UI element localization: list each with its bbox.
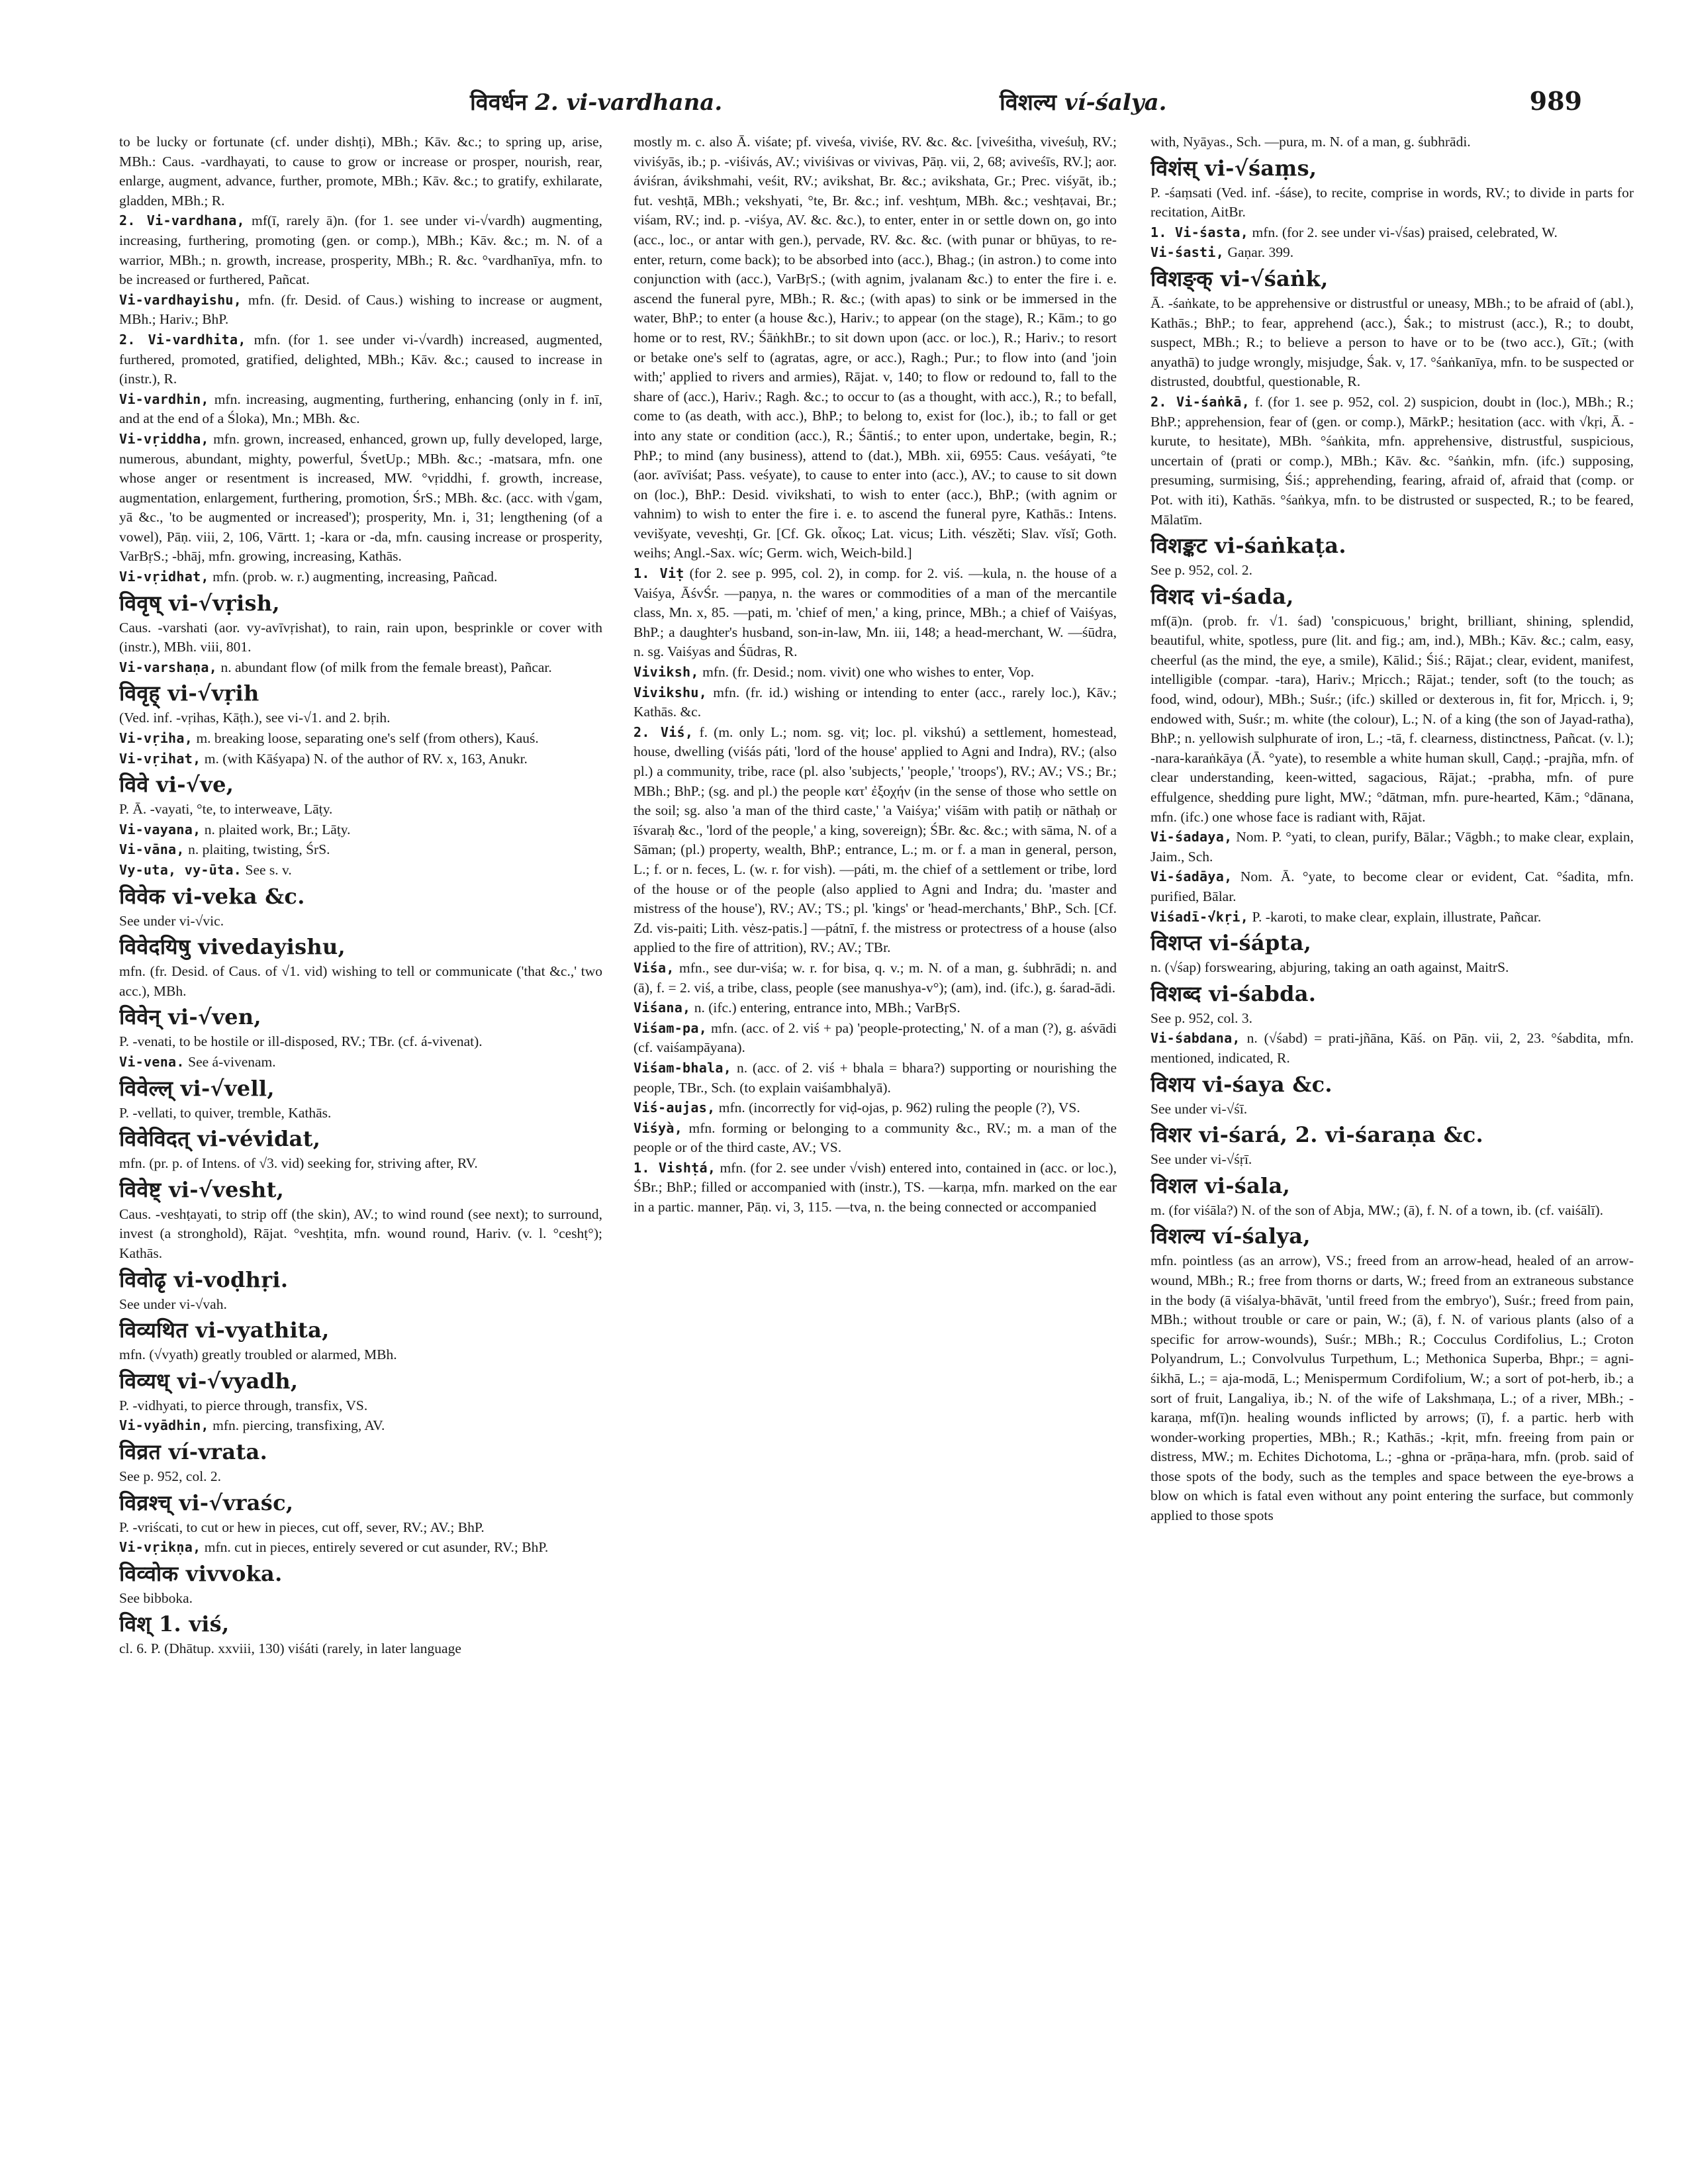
dictionary-entry bbox=[119, 430, 602, 567]
entry-definition: f. (for 1. see p. 952, col. 2) suspicion, doubt in (loc.), MBh.; R.; BhP.; apprehension, fear of (gen. or comp.), MārkP.; hesitation (acc. with √kṛi, Ā. -kurute, to hesitate), MBh. °śaṅkita, mfn. apprehensive, distrustful, suspicious, uncertain of (prati or comp.), MBh.; Kāv. &c. °śaṅkin, mfn. (ifc.) supposing, presuming, surmising, Śiś.; apprehending, fearing, afraid of, afraid that (comp. or Pot. with iti), Kathās. °śaṅkya, mfn. to be distrusted or suspected, R.; to be feared, Mālatīm. bbox=[1150, 393, 1634, 528]
entry-definition: mostly m. c. also Ā. viśate; pf. viveśa, viviśe, RV. &c. &c. [viveśitha, viveśuḥ, RV.; viviśyās, ib.; p. -viśivás, AV.; viviśivas or vivivas, Pāṇ. vii, 2, 68; aviveśīs, RV.]; aor. áviśran, ávikshmahi, veśit, RV.; avikshat, Br. &c.; avikshata, Gr.; Prec. viśyāt, ib.; fut. veshṭā, MBh.; vekshyati, °te, Br. &c.; inf. veshṭum, MBh. &c.; veshṭavai, Br.; viśam, RV.; ind. p. -viśya, AV. &c. &c.), to enter, enter in or settle down on, go into (acc., loc., or antar with gen.), pervade, RV. &c. &c. (with punar or bhūyas, to re-enter, return, come back); to be absorbed into (acc.), Bhag.; (in astron.) to come into conjunction with (acc.), VarBṛS.; (with agnim, jvalanam &c.) to enter the fire i. e. ascend the funeral pyre, MBh.; R. &c.; (with apas) to sink or be immersed in the water, BhP.; to enter (a house &c.), Hariv.; to appear (on the stage), R.; Kām.; to go home or to rest, RV.; ŚāṅkhBr.; to sit down upon (acc. or loc.), R.; Hariv.; to resort or betake one's self to (agratas, agre, or acc.), Ragh.; Pur.; to flow into (and 'join with;' applied to rivers and armies), Rājat. v, 140; to flow or redound to, fall to the share of (acc.), Hariv.; Ragh. &c.; to occur to (as a thought, with acc.), R.; to befall, come to (as death, with acc.), BhP.; to belong to, exist for (loc.), ib.; to fall or get into any state or condition (acc.), R.; Śāntiś.; to enter upon, undertake, begin, R.; PhP.; to mind (any business), attend to (dat.), MBh. xii, 6955: Caus. veśáyati, °te (aor. avīviśat; Pass. veśyate), to cause to enter into (acc.), AV.; to cause to sit down on (loc.), BhP.: Desid. vivikshati, to wish to enter (acc.), BhP.; (with agnim or vahnim) to wish to enter the fire i. e. to ascend the funeral pyre, Kathās.: Intens. vevišyate, veveshṭi, Gr. [Cf. Gk. οἶκος; Lat. vicus; Lith. vészěti; Slav. vĭsĭ; Goth. weihs; Angl.-Sax. wíc; Germ. wich, Weich-bild.] bbox=[633, 134, 1117, 561]
dictionary-entry bbox=[119, 840, 602, 860]
headword: Vi-śadaya, bbox=[1150, 829, 1233, 845]
dictionary-entry bbox=[633, 663, 1117, 683]
root-headword: विवेष्ट् vi-√vesht, bbox=[119, 1176, 285, 1202]
root-headword: विवेविदत् vi-vévidat, bbox=[119, 1126, 321, 1152]
headword: Vi-vardhin, bbox=[119, 391, 209, 407]
headword: Vi-śasti, bbox=[1150, 244, 1225, 261]
dictionary-entry bbox=[633, 683, 1117, 722]
headword: 1. Vi-śasta, bbox=[1150, 224, 1249, 240]
entry-definition: n. (acc. of 2. viś + bhala = bhara?) supporting or nourishing the people, TBr., Sch. (to explain vaiśambhalyā). bbox=[633, 1059, 1117, 1096]
entry-definition: See p. 952, col. 3. bbox=[1150, 1010, 1253, 1026]
entry-definition: mfn. (for 1. see under vi-√vardh) increased, augmented, furthered, promoted, gratified, delighted, MBh.; Kāv. &c.; caused to increase in (instr.), R. bbox=[119, 331, 602, 387]
dictionary-entry bbox=[119, 749, 602, 769]
root-headword: विशब्द vi-śabda. bbox=[1150, 980, 1317, 1006]
dictionary-entry bbox=[119, 330, 602, 389]
dictionary-entry bbox=[633, 1059, 1117, 1098]
left-running-head bbox=[470, 86, 722, 117]
headword: 1. Vishṭá, bbox=[633, 1159, 716, 1176]
entry-definition: mfn. (for 2. see under vi-√śas) praised, celebrated, W. bbox=[1252, 224, 1558, 240]
entry-definition: See s. v. bbox=[245, 862, 292, 878]
entry-definition: cl. 6. P. (Dhātup. xxviii, 130) viśáti (rarely, in later language bbox=[119, 1640, 461, 1657]
root-headword: विव्रत ví-vrata. bbox=[119, 1439, 268, 1464]
dictionary-entry bbox=[119, 1437, 602, 1487]
headword: 1. Viṭ bbox=[633, 565, 684, 582]
headword: 2. Viś, bbox=[633, 724, 694, 740]
dictionary-entry bbox=[119, 1264, 602, 1315]
right-running-head-devanagari: विशल्य bbox=[1000, 89, 1057, 116]
root-headword: विव्यथित vi-vyathita, bbox=[119, 1317, 330, 1343]
headword: Vi-vardhayishu, bbox=[119, 291, 242, 308]
dictionary-entry bbox=[119, 1315, 602, 1365]
entry-definition: mfn. (√vyath) greatly troubled or alarmed, MBh. bbox=[119, 1347, 397, 1363]
root-headword: विवेल्ल् vi-√vell, bbox=[119, 1075, 275, 1101]
dictionary-entry bbox=[633, 1019, 1117, 1058]
dictionary-entry bbox=[1150, 828, 1634, 867]
entry-definition: Nom. P. °yati, to clean, purify, Bālar.; Vāgbh.; to make clear, explain, Jaim., Sch. bbox=[1150, 829, 1634, 865]
headword: Viśana, bbox=[633, 1000, 691, 1016]
headword: Vi-vṛikṇa, bbox=[119, 1539, 201, 1556]
dictionary-entry bbox=[119, 1123, 602, 1174]
headword: Vi-vṛiha, bbox=[119, 730, 193, 747]
dictionary-entry bbox=[1150, 1029, 1634, 1068]
headword: Vi-vāna, bbox=[119, 841, 185, 858]
dictionary-entry bbox=[119, 1538, 602, 1558]
dictionary-entry bbox=[119, 1609, 602, 1659]
entry-definition: See bibboka. bbox=[119, 1590, 193, 1606]
headword: Vivikshu, bbox=[633, 684, 708, 700]
entry-definition: (Ved. inf. -vṛihas, Kāṭh.), see vi-√1. and 2. bṛih. bbox=[119, 710, 391, 726]
dictionary-entry bbox=[119, 678, 602, 728]
root-headword: विश् 1. viś, bbox=[119, 1611, 230, 1637]
dictionary-entry bbox=[1150, 1069, 1634, 1119]
entry-definition: mfn. (fr. Desid.; nom. vivit) one who wishes to enter, Vop. bbox=[702, 664, 1035, 681]
entry-definition: See p. 952, col. 2. bbox=[1150, 562, 1253, 579]
dictionary-entry bbox=[633, 1159, 1117, 1217]
dictionary-entry bbox=[119, 881, 602, 931]
dictionary-entry bbox=[1150, 223, 1634, 243]
headword: 2. Vi-vardhana, bbox=[119, 213, 245, 229]
entry-definition: P. -vidhyati, to pierce through, transfix, VS. bbox=[119, 1397, 368, 1413]
entry-definition: See under vi-√vah. bbox=[119, 1296, 227, 1312]
entry-definition: Nom. Ā. °yate, to become clear or evident, Cat. °śadita, mfn. purified, Bālar. bbox=[1150, 869, 1634, 904]
headword: Viśa, bbox=[633, 959, 675, 976]
column-3 bbox=[1150, 132, 1634, 2145]
headword: Vi-vena. bbox=[119, 1053, 185, 1070]
root-headword: विशर vi-śará, 2. vi-śaraṇa &c. bbox=[1150, 1122, 1484, 1148]
dictionary-entry bbox=[1150, 1119, 1634, 1170]
dictionary-entry bbox=[633, 959, 1117, 998]
dictionary-entry bbox=[1150, 243, 1634, 263]
dictionary-entry bbox=[119, 567, 602, 587]
entry-definition: m. breaking loose, separating one's self (from others), Kauś. bbox=[196, 730, 539, 747]
dictionary-entry bbox=[119, 1053, 602, 1072]
column-2 bbox=[633, 132, 1117, 2145]
dictionary-entry bbox=[119, 1366, 602, 1416]
entry-definition: with, Nyāyas., Sch. —pura, m. N. of a man, g. śubhrādi. bbox=[1150, 134, 1471, 150]
dictionary-entry bbox=[119, 132, 602, 211]
root-headword: विव्वोक vivvoka. bbox=[119, 1560, 283, 1586]
dictionary-entry bbox=[633, 564, 1117, 662]
dictionary-entry bbox=[1150, 867, 1634, 906]
dictionary-entry bbox=[633, 1119, 1117, 1158]
dictionary-entry bbox=[119, 769, 602, 820]
headword: Viś-aujas, bbox=[633, 1100, 716, 1116]
dictionary-entry bbox=[633, 1098, 1117, 1118]
dictionary-entry bbox=[633, 998, 1117, 1018]
dictionary-entry bbox=[119, 1558, 602, 1609]
root-headword: विशङ्क् vi-√śaṅk, bbox=[1150, 265, 1329, 291]
headword: 2. Vi-vardhita, bbox=[119, 331, 246, 348]
headword: Vi-vyādhin, bbox=[119, 1417, 209, 1434]
entry-definition: P. Ā. -vayati, °te, to interweave, Lāṭy. bbox=[119, 801, 333, 818]
entry-definition: mfn. piercing, transfixing, AV. bbox=[212, 1417, 385, 1434]
entry-definition: See under vi-√vic. bbox=[119, 912, 224, 929]
root-headword: विव्यध् vi-√vyadh, bbox=[119, 1368, 299, 1394]
headword: Vi-varshaṇa, bbox=[119, 659, 218, 675]
dictionary-entry bbox=[1150, 393, 1634, 530]
headword: Viviksh, bbox=[633, 664, 699, 681]
entry-definition: mfn. (fr. Desid. of Caus. of √1. vid) wishing to tell or communicate ('that &c.,' two acc.), MBh. bbox=[119, 963, 602, 999]
entry-definition: m. (with Kāśyapa) N. of the author of RV. x, 163, Anukr. bbox=[204, 750, 528, 767]
entry-definition: Ā. -śaṅkate, to be apprehensive or distrustful or uneasy, MBh.; to be afraid of (abl.), Kathās.; BhP.; to fear, apprehend (acc.), Śak.; to mistrust (acc.), R.; to doubt, suspect, MBh.; R.; to believe a person to have or to be (two acc.), Gīt.; (with anyathā) to judge wrongly, misjudge, Śak. v, 17. °śaṅkanīya, mfn. to be suspected or distrusted, doubtful, questionable, R. bbox=[1150, 295, 1634, 390]
entry-definition: mfn. grown, increased, enhanced, grown up, fully developed, large, numerous, abundant, mighty, powerful, ŚvetUp.; MBh. &c.; -matsara, mfn. one whose anger or resentment is increased, MW. °vṛiddhi, f. growth, increase, augmentation, enlargement, furthering, promotion, ŚrS.; MBh. &c. (acc. with √gam, yā &c., 'to be augmented or increased'); prosperity, Mn. i, 31; lengthening (of a vowel), Pāṇ. viii, 2, 106, Vārtt. 1; -kara or -da, mfn. causing increase or prosperity, VarBṛS.; -bhāj, mfn. growing, increasing, Kathās. bbox=[119, 430, 602, 565]
entry-definition: mfn. (incorrectly for viḍ-ojas, p. 962) ruling the people (?), VS. bbox=[718, 1100, 1080, 1116]
entry-definition: P. -karoti, to make clear, explain, illustrate, Pañcar. bbox=[1252, 908, 1542, 925]
page-header bbox=[99, 86, 1582, 139]
entry-definition: Caus. -varshati (aor. vy-avīvṛishat), to rain, rain upon, besprinkle or cover with (instr.), MBh. viii, 801. bbox=[119, 619, 602, 655]
root-headword: विवेक vi-veka &c. bbox=[119, 883, 305, 909]
entry-definition: mfn. forming or belonging to a community &c., RV.; m. a man of the people or of the third caste, AV.; VS. bbox=[633, 1119, 1117, 1156]
dictionary-entry bbox=[119, 658, 602, 678]
entry-definition: n. (√śap) forswearing, abjuring, taking an oath against, MaitrS. bbox=[1150, 959, 1509, 976]
entry-definition: mf(ī, rarely ā)n. (for 1. see under vi-√vardh) augmenting, increasing, furthering, promoting (gen. or comp.), MBh.; Kāv. &c.; m. N. of a warrior, MBh.; n. growth, increase, prosperity, MBh.; R. &c. °vardhanīya, mfn. to be increased or furthered, Pañcat. bbox=[119, 213, 602, 288]
headword: Vi-vṛihat, bbox=[119, 750, 201, 767]
dictionary-entry bbox=[1150, 927, 1634, 978]
entry-definition: n. (√śabd) = prati-jñāna, Kāś. on Pāṇ. vii, 2, 23. °śabdita, mfn. mentioned, indicated, R. bbox=[1150, 1030, 1634, 1066]
dictionary-entry bbox=[119, 1488, 602, 1538]
column-1 bbox=[119, 132, 602, 2145]
entry-definition: f. (m. only L.; nom. sg. viṭ; loc. pl. vikshú) a settlement, homestead, house, dwelling (viśás páti, 'lord of the house' applied to Agni and Indra), RV.; (also pl.) a community, tribe, race (pl. also 'subjects,' 'people,' 'troops'), RV.; AV.; VS.; Br.; MBh.; BhP.; (sg. and pl.) the people κατ' ἐξοχήν (in the sense of those who settle on the soil; sg. also 'a man of the third caste,' 'a Vaiśya;' viśām with patiḥ or nāthaḥ or īśvaraḥ &c., 'lord of the people,' a king, sovereign); ŚBr. &c. &c.; with sāma, N. of a Sāman; (pl.) property, wealth, BhP.; entrance, L.; m. or f. a man in general, person, L.; f. or n. feces, L. (w. r. for vish). —páti, m. the chief of a settlement or tribe, lord of the house or of the people (also applied to Agni and Indra; du. 'master and mistress of the house'), RV.; AV.; TS.; pl. 'kings' or 'head-merchants,' BhP., Sch. [Cf. Zd. vis-paiti; Lith. vėsz-patis.] —pátnī, f. the mistress or protectress of a house (also applied to the fire of attrition), RV.; AV.; TBr. bbox=[633, 724, 1117, 956]
entry-definition: mfn. (for 2. see under √vish) entered into, contained in (acc. or loc.), ŚBr.; BhP.; filled or accompanied with (instr.), TS. —karṇa, mfn. marked on the ear in a partic. manner, Pāṇ. vi, 3, 115. —tva, n. the being connected or accompanied bbox=[633, 1159, 1117, 1215]
dictionary-entry bbox=[633, 132, 1117, 563]
entry-definition: n. plaited work, Br.; Lāṭy. bbox=[204, 821, 351, 837]
dictionary-entry bbox=[1150, 978, 1634, 1029]
dictionary-entry bbox=[119, 390, 602, 429]
root-headword: विवेन् vi-√ven, bbox=[119, 1004, 261, 1030]
dictionary-entry bbox=[1150, 581, 1634, 828]
entry-definition: P. -venati, to be hostile or ill-disposed, RV.; TBr. (cf. á-vivenat). bbox=[119, 1033, 483, 1050]
dictionary-entry bbox=[119, 1073, 602, 1123]
entry-definition: mfn. cut in pieces, entirely severed or cut asunder, RV.; BhP. bbox=[204, 1539, 549, 1556]
dictionary-entry bbox=[1150, 1170, 1634, 1221]
entry-definition: Caus. -veshṭayati, to strip off (the skin), AV.; to wind round (see next); to surround, invest (a stronghold), Rājat. °veshṭita, mfn. wound round, Hariv. (v. l. °ceshṭ°); Kathās. bbox=[119, 1206, 602, 1261]
dictionary-entry bbox=[1150, 263, 1634, 392]
headword: Vi-vṛidhat, bbox=[119, 569, 209, 585]
dictionary-entry bbox=[1150, 908, 1634, 927]
dictionary-entry bbox=[119, 1174, 602, 1264]
root-headword: विशप्त vi-śápta, bbox=[1150, 930, 1312, 956]
entry-definition: P. -vellati, to quiver, tremble, Kathās. bbox=[119, 1104, 332, 1121]
left-running-head-devanagari: विवर्धन bbox=[470, 89, 528, 116]
entry-definition: n. plaiting, twisting, ŚrS. bbox=[188, 841, 330, 858]
entry-definition: to be lucky or fortunate (cf. under dishṭi), MBh.; Kāv. &c.; to spring up, arise, MBh.: Caus. -vardhayati, to cause to grow or increase or prosper, nourish, rear, enlarge, augment, advance, further, promote, MBh.; Kāv. &c.; to gratify, exhilarate, gladden, MBh.; R. bbox=[119, 134, 602, 209]
dictionary-entry bbox=[119, 820, 602, 840]
headword: Vi-vṛiddha, bbox=[119, 430, 209, 447]
headword: Vi-śabdana, bbox=[1150, 1030, 1241, 1047]
dictionary-entry bbox=[119, 1002, 602, 1052]
entry-definition: mfn. (fr. Desid. of Caus.) wishing to increase or augment, MBh.; Hariv.; BhP. bbox=[119, 291, 602, 328]
dictionary-entry bbox=[1150, 153, 1634, 222]
root-headword: विवृह् vi-√vṛih bbox=[119, 681, 259, 706]
entry-definition: P. -śaṃsati (Ved. inf. -śáse), to recite, comprise in words, RV.; to divide in parts for recitation, AitBr. bbox=[1150, 184, 1634, 220]
entry-definition: mfn. (pr. p. of Intens. of √3. vid) seeking for, striving after, RV. bbox=[119, 1155, 478, 1172]
headword: Vi-vayana, bbox=[119, 821, 201, 837]
dictionary-entry bbox=[119, 729, 602, 749]
entry-definition: mfn. pointless (as an arrow), VS.; freed from an arrow-head, healed of an arrow-wound, MBh.; R.; free from thorns or darts, W.; freed from an extraneous substance in the body (ā viśalya-bhāvāt, 'until freed from the embryo'), Suśr.; freed from pain, MBh.; without trouble or care or pain, W.; (ā), f. N. of various plants (also of a specific for arrow-wounds), Suśr.; MBh.; R.; Cocculus Cordifolius, L.; Croton Polyandrum, L.; Convolvulus Turpethum, L.; Methonica Superba, Bhpr.; = agni-śikhā, L.; = aja-modā, L.; Menispermum Cordifolium, W.; a sort of pot-herb, ib.; a sort of fruit, Langaliya, ib.; N. of the wife of Lakshmaṇa, L.; of a river, MBh.; -karaṇa, mf(ī)n. healing wounds inflicted by arrows; (ī), f. a partic. herb with wonder-working properties, MBh.; R.; Kathās.; -kṛit, mfn. freeing from pain or distress, MW.; m. Echites Dichotoma, L.; -ghna or -prāṇa-hara, mfn. (prob. said of those spots of the body, such as the temples and space between the eye-brows a blow on which is fatal even without any point entering the surface, but commonly applied to those spots bbox=[1150, 1253, 1634, 1524]
headword: Vi-śadāya, bbox=[1150, 869, 1233, 885]
dictionary-entry bbox=[119, 588, 602, 657]
root-headword: विवे vi-√ve, bbox=[119, 772, 234, 798]
right-running-head-transliteration: ví-śalya. bbox=[1064, 89, 1167, 116]
entry-definition: See p. 952, col. 2. bbox=[119, 1468, 222, 1484]
entry-definition: mfn. (acc. of 2. viś + pa) 'people-protecting,' N. of a man (?), g. aśvādi (cf. vaiśampāyana). bbox=[633, 1020, 1117, 1056]
page-number: 989 bbox=[1529, 86, 1582, 116]
headword: Viśyà, bbox=[633, 1119, 683, 1136]
entry-definition: (for 2. see p. 995, col. 2), in comp. for 2. viś. —kula, n. the house of a Vaiśya, ĀśvŚr. —paṇya, n. the wares or commodities of a man of the mercantile class, Mn. x, 85. —pati, m. 'chief of men,' a king, prince, MBh.; a chief of Vaiśyas, BhP.; a daughter's husband, son-in-law, Mn. iii, 148; a head-merchant, W. —śūdra, n. sg. Vaiśyas and Śūdras, R. bbox=[633, 565, 1117, 660]
entry-definition: See under vi-√śī. bbox=[1150, 1100, 1248, 1117]
entry-definition: mfn. increasing, augmenting, furthering, enhancing (only in f. inī, and at the end of a Śloka), Mn.; MBh. &c. bbox=[119, 391, 602, 427]
dictionary-entry bbox=[119, 211, 602, 289]
right-running-head bbox=[1000, 86, 1166, 117]
dictionary-entry bbox=[119, 1416, 602, 1436]
left-running-head-transliteration: 2. vi-vardhana. bbox=[535, 89, 723, 116]
entry-definition: See under vi-√śṛī. bbox=[1150, 1151, 1252, 1168]
dictionary-entry bbox=[119, 931, 602, 1001]
entry-definition: Gaṇar. 399. bbox=[1227, 244, 1294, 261]
dictionary-entry bbox=[119, 291, 602, 330]
dictionary-entry bbox=[119, 861, 602, 880]
entry-definition: mf(ā)n. (prob. fr. √1. śad) 'conspicuous,' bright, brilliant, shining, splendid, beautiful, white, spotless, pure (lit. and fig.; am, ind.), MBh.; Kāv. &c.; calm, easy, cheerful (as the mind, the eye, a smile), Kālid.; Śiś.; Rājat.; clear, evident, manifest, intelligible (compar. -tara), Hariv.; Mṛicch.; Rājat.; tender, soft (to the touch; as food, wind, odour), MBh.; Suśr.; (ifc.) skilled or dexterous in, fit for, Mṛicch. i, 9; endowed with, Suśr.; m. white (the colour), L.; N. of a king (the son of Jayad-ratha), BhP.; n. yellowish sulphurate of iron, L.; -tā, f. clearness, distinctness, Pañcat. (v. l.); -nara-karaṅkāya (Ā. °yate), to resemble a white human skull, Caṇḍ.; -prajña, mfn. of clear understanding, keen-witted, sagacious, Rājat.; -prabha, mfn. of pure effulgence, shedding pure light, MW.; °dātman, mfn. pure-hearted, Kām.; °dānana, mfn. (ifc.) one whose face is radiant with, Rājat. bbox=[1150, 612, 1634, 825]
entry-definition: n. abundant flow (of milk from the female breast), Pañcar. bbox=[220, 659, 552, 675]
root-headword: विशङ्कट vi-śaṅkaṭa. bbox=[1150, 533, 1346, 559]
headword: Viśam-pa, bbox=[633, 1020, 708, 1036]
root-headword: विव्रश्च् vi-√vraśc, bbox=[119, 1490, 294, 1515]
headword: 2. Vi-śaṅkā, bbox=[1150, 393, 1250, 410]
entry-definition: mfn. (prob. w. r.) augmenting, increasing, Pañcad. bbox=[212, 569, 498, 585]
entry-definition: See á-vivenam. bbox=[188, 1053, 276, 1070]
root-headword: विवोढृ vi-voḍhṛi. bbox=[119, 1266, 289, 1292]
root-headword: विशय vi-śaya &c. bbox=[1150, 1071, 1333, 1097]
headword: Viśam-bhala, bbox=[633, 1059, 732, 1076]
root-headword: विवेदयिषु vivedayishu, bbox=[119, 934, 346, 960]
root-headword: विशल्य ví-śalya, bbox=[1150, 1223, 1311, 1249]
headword: Viśadī-√kṛi, bbox=[1150, 908, 1249, 925]
dictionary-entry bbox=[1150, 1221, 1634, 1525]
entry-definition: mfn. (fr. id.) wishing or intending to enter (acc., rarely loc.), Kāv.; Kathās. &c. bbox=[633, 684, 1117, 720]
entry-definition: m. (for viśāla?) N. of the son of Abja, MW.; (ā), f. N. of a town, ib. (cf. vaiśālī). bbox=[1150, 1202, 1604, 1218]
dictionary-entry bbox=[1150, 132, 1634, 152]
dictionary-entry bbox=[633, 723, 1117, 958]
entry-definition: n. (ifc.) entering, entrance into, MBh.; VarBṛS. bbox=[694, 1000, 960, 1016]
root-headword: विशल vi-śala, bbox=[1150, 1172, 1291, 1198]
root-headword: विशंस् vi-√śaṃs, bbox=[1150, 155, 1317, 181]
root-headword: विशद vi-śada, bbox=[1150, 583, 1294, 609]
root-headword: विवृष् vi-√vṛish, bbox=[119, 590, 280, 616]
headword: Vy-uta, vy-ūta. bbox=[119, 862, 242, 878]
entry-definition: P. -vriścati, to cut or hew in pieces, cut off, sever, RV.; AV.; BhP. bbox=[119, 1519, 485, 1535]
dictionary-entry bbox=[1150, 530, 1634, 581]
entry-definition: mfn., see dur-viśa; w. r. for bisa, q. v.; m. N. of a man, g. śubhrādi; n. and (ā), f. = 2. viś, a tribe, class, people (see manushya-v°); (am), ind. (ifc.), g. śarad-ādi. bbox=[633, 959, 1117, 996]
